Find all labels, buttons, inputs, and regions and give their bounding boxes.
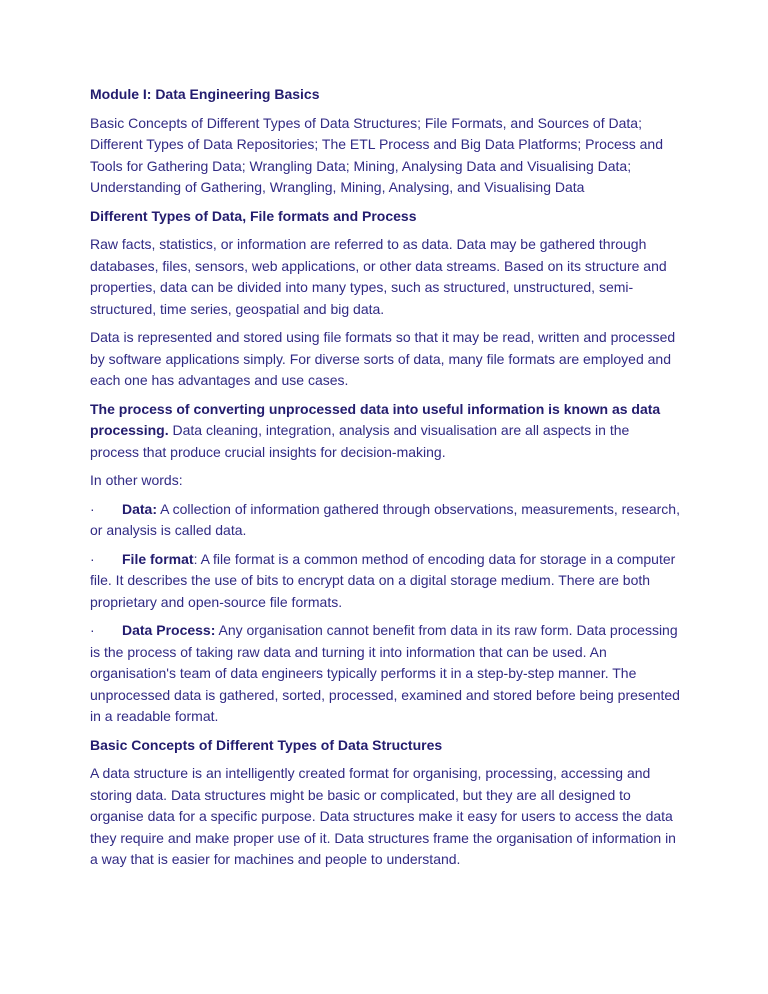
block-text: : A file format is a common method of encoding data for storage in a computer file. It describes the use of bits to encrypt data on a digital storage medium. There are both proprietary and open-source file formats. xyxy=(90,550,676,610)
block-text: Data is represented and stored using file formats so that it may be read, written and processed by software applications simply. For diverse sorts of data, many file formats are employed and each one has advantages and use cases. xyxy=(90,329,676,388)
block-text: In other words: xyxy=(90,472,183,488)
block-text: A data structure is an intelligently created format for organising, processing, accessing and storing data. Data structures might be basic or complicated, but they are all designed to organise data for a specific purpose. Data structures make it easy for users to access the data they require and make proper use of it. Data structures frame the organisation of information in a way that is easier for machines and people to understand. xyxy=(90,765,676,867)
paragraph xyxy=(90,327,682,392)
bullet-marker: · xyxy=(90,622,95,638)
paragraph xyxy=(90,470,682,492)
bullet-item xyxy=(90,549,682,614)
bullet-marker: · xyxy=(90,550,95,567)
paragraph xyxy=(90,399,682,464)
block-text: A collection of information gathered through observations, measurements, research, or analysis is called data. xyxy=(90,500,680,538)
section-heading xyxy=(90,84,682,106)
document-content xyxy=(90,84,682,878)
block-text: Module I: Data Engineering Basics xyxy=(90,86,320,102)
block-text: Raw facts, statistics, or information are referred to as data. Data may be gathered through databases, files, sensors, web applications, or other data streams. Based on its structure and properties, data can be divided into many types, such as structured, unstructured, semi-structured, time series, geospatial and big data. xyxy=(90,236,667,317)
section-heading xyxy=(90,735,682,757)
block-text: Basic Concepts of Different Types of Data Structures xyxy=(90,736,443,753)
block-text: Different Types of Data, File formats and Process xyxy=(90,207,417,224)
bullet-term: Data Process: xyxy=(122,622,216,638)
bold-lead-sentence: The process of converting unprocessed data into useful information is known as data processing. xyxy=(90,400,661,438)
block-text: Data cleaning, integration, analysis and visualisation are all aspects in the process that produce crucial insights for decision-making. xyxy=(90,422,630,460)
bullet-marker: · xyxy=(90,500,95,517)
paragraph xyxy=(90,763,682,871)
paragraph xyxy=(90,234,682,320)
block-text: Basic Concepts of Different Types of Data Structures; File Formats, and Sources of Data; Different Types of Data Repositories; The ETL Process and Big Data Platforms; Process and Tools for Gathering Data; Wrangling Data; Mining, Analysing Data and Visualising Data; Understanding of Gathering, Wrangling, Mining, Analysing, and Visualising Data xyxy=(90,114,663,195)
paragraph xyxy=(90,113,682,199)
bullet-item xyxy=(90,499,682,542)
bullet-term: File format xyxy=(122,550,194,567)
bullet-item xyxy=(90,620,682,728)
block-text: Any organisation cannot benefit from data in its raw form. Data processing is the process of taking raw data and turning it into information that can be used. An organisation's team of data engineers typically performs it in a step-by-step manner. The unprocessed data is gathered, sorted, processed, examined and stored before being presented in a readable format. xyxy=(90,622,680,724)
section-heading xyxy=(90,206,682,228)
bullet-term: Data: xyxy=(122,500,158,517)
